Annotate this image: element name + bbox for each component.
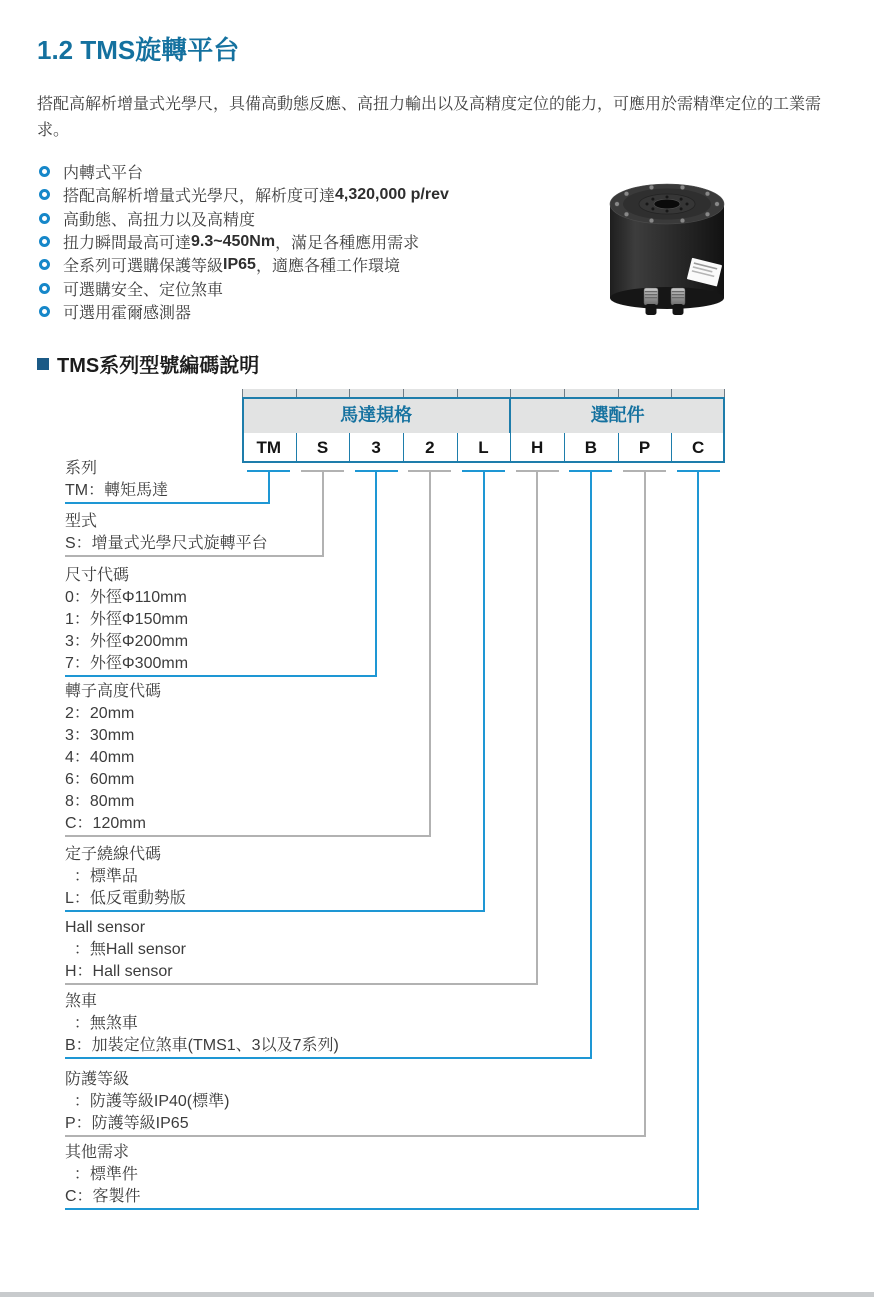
- feature-text: 扭力瞬間最高可達: [63, 235, 192, 253]
- model-code-cell: 3: [349, 433, 403, 463]
- model-code-cell: P: [618, 433, 672, 463]
- table-group-header: 選配件: [590, 405, 645, 425]
- feature-text: 可選購安全、定位煞車: [63, 281, 224, 299]
- column-tick: [671, 389, 672, 397]
- product-photo: [592, 162, 742, 327]
- feature-text: 内轉式平台: [63, 165, 144, 183]
- feature-text: IP65: [223, 255, 256, 273]
- feature-item: [37, 253, 597, 276]
- feature-item: [37, 276, 597, 299]
- feature-text: 高動態、高扭力以及高精度: [63, 211, 256, 229]
- field-block: [65, 1069, 646, 1137]
- field-option: ：無煞車: [65, 1015, 138, 1032]
- bullet-circle-icon: [39, 236, 50, 247]
- footer-bar: [0, 1292, 874, 1297]
- field-option: H：Hall sensor: [65, 963, 173, 980]
- model-code-cell: L: [457, 433, 511, 463]
- field-option: TM：轉矩馬達: [65, 482, 169, 499]
- feature-list: [37, 160, 597, 323]
- model-code-cell: TM: [242, 433, 296, 463]
- field-option: 7：外徑Φ300mm: [65, 655, 189, 672]
- feature-item: [37, 160, 597, 183]
- feature-text: 搭配高解析增量式光學尺，解析度可達: [63, 188, 336, 206]
- field-block: [65, 917, 538, 985]
- field-option: 4：40mm: [65, 749, 135, 766]
- field-block: [65, 565, 377, 677]
- field-option: L：低反電動勢版: [65, 890, 186, 907]
- field-label: 其他需求: [65, 1144, 130, 1161]
- field-option: S：增量式光學尺式旋轉平台: [65, 535, 268, 552]
- field-label: 尺寸代碼: [65, 567, 130, 584]
- column-tick: [242, 389, 243, 397]
- field-option: C：客製件: [65, 1188, 141, 1205]
- model-code-cell: H: [510, 433, 564, 463]
- connector-line: [536, 470, 538, 985]
- feature-item: [37, 230, 597, 253]
- field-block: [65, 844, 485, 912]
- field-label: Hall sensor: [65, 919, 146, 936]
- model-code-cell: S: [296, 433, 350, 463]
- bullet-circle-icon: [39, 213, 50, 224]
- intro-paragraph: 搭配高解析增量式光學尺，具備高動態反應、高扭力輸出以及高精度定位的能力，可應用於需精準定位的工業需求。: [37, 96, 822, 139]
- field-label: 型式: [65, 513, 98, 530]
- bullet-circle-icon: [39, 283, 50, 294]
- field-option: 0：外徑Φ110mm: [65, 589, 187, 606]
- column-tick: [618, 389, 619, 397]
- model-code-cell: C: [671, 433, 725, 463]
- field-option: C：120mm: [65, 815, 146, 832]
- coding-section-heading: [37, 349, 259, 378]
- motor-body: [610, 184, 724, 315]
- column-tick: [564, 389, 565, 397]
- field-option: 6：60mm: [65, 771, 135, 788]
- feature-text: 全系列可選購保護等級: [63, 258, 224, 276]
- field-label: 轉子高度代碼: [65, 683, 162, 700]
- field-option: 3：30mm: [65, 727, 135, 744]
- connector-line: [697, 470, 699, 1210]
- field-option: 8：80mm: [65, 793, 135, 810]
- feature-item: [37, 300, 597, 323]
- field-option: ：標準品: [65, 868, 138, 885]
- field-block: [65, 511, 324, 557]
- feature-text: 9.3~450Nm: [191, 232, 276, 250]
- column-tick: [349, 389, 350, 397]
- field-label: 煞車: [65, 993, 98, 1010]
- feature-item: [37, 183, 597, 206]
- field-option: P：防護等級IP65: [65, 1115, 189, 1132]
- field-block: [65, 1142, 699, 1210]
- field-block: [65, 458, 270, 504]
- field-label: 定子繞線代碼: [65, 846, 162, 863]
- field-option: ：標準件: [65, 1166, 138, 1183]
- table-group-header: 馬達規格: [340, 405, 413, 425]
- column-tick: [403, 389, 404, 397]
- column-tick: [296, 389, 297, 397]
- model-code-cell: 2: [403, 433, 457, 463]
- field-option: 2：20mm: [65, 705, 135, 722]
- feature-text: ，滿足各種應用需求: [275, 235, 420, 253]
- field-option: ：防護等級IP40(標準): [65, 1093, 230, 1110]
- column-tick: [457, 389, 458, 397]
- field-option: 1：外徑Φ150mm: [65, 611, 189, 628]
- feature-text: 可選用霍爾感測器: [63, 304, 192, 322]
- field-label: 系列: [65, 460, 98, 477]
- bullet-circle-icon: [39, 166, 50, 177]
- field-block: [65, 991, 592, 1059]
- coding-section-title: TMS系列型號編碼說明: [57, 355, 260, 377]
- model-code-table: [242, 389, 725, 463]
- model-code-cell: B: [564, 433, 618, 463]
- feature-text: ，適應各種工作環境: [255, 258, 400, 276]
- square-bullet-icon: [37, 358, 49, 370]
- field-block: [65, 681, 431, 837]
- bullet-circle-icon: [39, 306, 50, 317]
- feature-text: 4,320,000 p/rev: [335, 185, 449, 203]
- page-title: 1.2 TMS旋轉平台: [37, 35, 240, 65]
- field-option: ：無Hall sensor: [65, 941, 186, 958]
- field-option: B：加裝定位煞車(TMS1、3以及7系列): [65, 1037, 339, 1054]
- column-tick: [510, 389, 511, 397]
- connector-line: [644, 470, 646, 1137]
- bullet-circle-icon: [39, 259, 50, 270]
- column-tick: [724, 389, 725, 397]
- field-label: 防護等級: [65, 1071, 130, 1088]
- connector-line: [590, 470, 592, 1059]
- bullet-circle-icon: [39, 189, 50, 200]
- table-outer-border: [242, 397, 725, 463]
- field-option: 3：外徑Φ200mm: [65, 633, 189, 650]
- feature-item: [37, 207, 597, 230]
